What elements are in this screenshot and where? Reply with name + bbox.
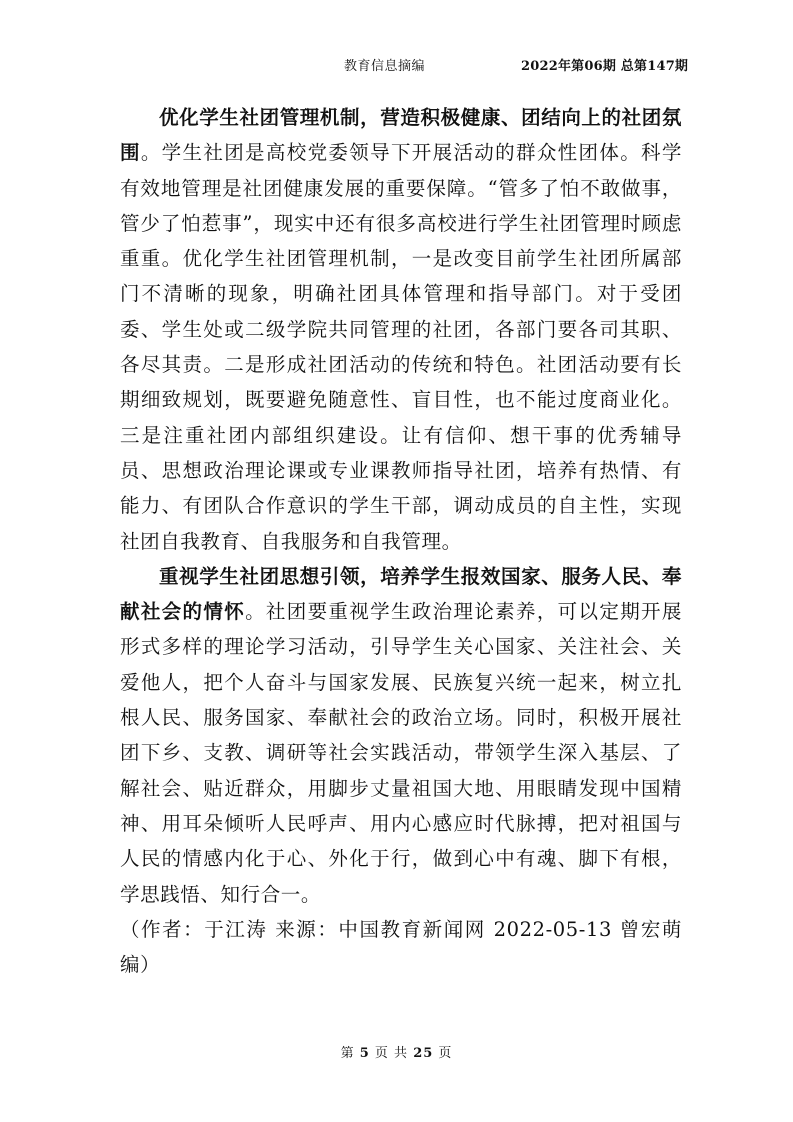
footer-middle: 页 共 <box>374 1046 409 1061</box>
footer-prefix: 第 <box>340 1046 355 1061</box>
paragraph-heading: 重视学生社团思想引领，培养学生报效国家、服务人民、奉献社会的情怀 <box>120 564 682 624</box>
total-pages: 25 <box>413 1046 434 1061</box>
paragraph-heading: 优化学生社团管理机制，营造积极健康、团结向上的社团氛围 <box>120 106 682 165</box>
page-footer <box>0 1042 793 1061</box>
article-body <box>120 100 682 982</box>
source-attribution: （作者：于江涛 来源：中国教育新闻网 2022-05-13 曾宏萌编） <box>120 917 682 977</box>
issue-number: 2022年第06期 总第147期 <box>521 59 689 74</box>
publication-title: 教育信息摘编 <box>344 59 426 74</box>
paragraph <box>120 559 682 912</box>
paragraph <box>120 100 682 559</box>
footer-suffix: 页 <box>438 1046 453 1061</box>
page-header <box>0 55 793 75</box>
page-number: 5 <box>359 1046 370 1061</box>
paragraph-text: 。学生社团是高校党委领导下开展活动的群众性团体。科学有效地管理是社团健康发展的重要保障。“管多了怕不敢做事，管少了怕惹事”，现实中还有很多高校进行学生社团管理时顾虑重重。优化学生社团管理机制，一是改变目前学生社团所属部门不清晰的现象，明确社团具体管理和指导部门。对于受团委、学生处或二级学院共同管理的社团，各部门要各司其职、各尽其责。二是形成社团活动的传统和特色。社团活动要有长期细致规划，既要避免随意性、盲目性，也不能过度商业化。三是注重社团内部组织建设。让有信仰、想干事的优秀辅导员、思想政治理论课或专业课教师指导社团，培养有热情、有能力、有团队合作意识的学生干部，调动成员的自主性，实现社团自我教育、自我服务和自我管理。 <box>120 141 682 553</box>
paragraph-text: 。社团要重视学生政治理论素养，可以定期开展形式多样的理论学习活动，引导学生关心国家、关注社会、关爱他人，把个人奋斗与国家发展、民族复兴统一起来，树立扎根人民、服务国家、奉献社会的政治立场。同时，积极开展社团下乡、支教、调研等社会实践活动，带领学生深入基层、了解社会、贴近群众，用脚步丈量祖国大地、用眼睛发现中国精神、用耳朵倾听人民呼声、用内心感应时代脉搏，把对祖国与人民的情感内化于心、外化于行，做到心中有魂、脚下有根，学思践悟、知行合一。 <box>120 600 682 906</box>
